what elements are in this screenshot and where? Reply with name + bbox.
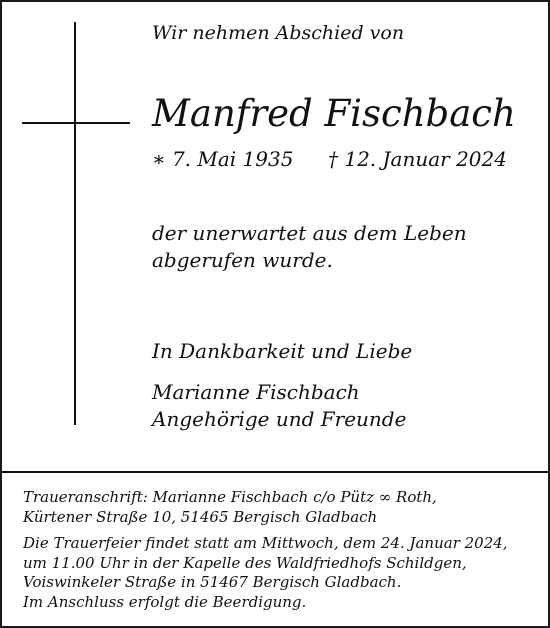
death-date: † 12. Januar 2024 (328, 147, 507, 171)
body-text (152, 220, 467, 274)
mourner-line: Angehörige und Freunde (152, 407, 407, 431)
address-line: Kürtener Straße 10, 51465 Bergisch Gladbach (23, 507, 378, 526)
service-line: Voiswinkeler Straße in 51467 Bergisch Gladbach. (23, 573, 402, 591)
deceased-name: Manfred Fischbach (152, 92, 516, 135)
intro-text: Wir nehmen Abschied von (152, 22, 405, 44)
body-line: abgerufen wurde. (152, 248, 333, 272)
address-line: Traueranschrift: Marianne Fischbach c/o Pütz ∞ Roth, (23, 488, 437, 506)
mourner-line: Marianne Fischbach (152, 380, 360, 404)
body-line: der unerwartet aus dem Leben (152, 221, 467, 245)
service-line: Im Anschluss erfolgt die Beerdigung. (23, 592, 307, 611)
birth-date: ∗ 7. Mai 1935 (152, 147, 294, 171)
mourners-list (152, 379, 406, 433)
service-details (23, 534, 508, 612)
mourning-address (23, 488, 437, 527)
section-divider (2, 471, 548, 473)
service-line: um 11.00 Uhr in der Kapelle des Waldfriedhofs Schildgen, (23, 553, 467, 572)
cross-horizontal-bar (22, 122, 130, 124)
service-line: Die Trauerfeier findet statt am Mittwoch, dem 24. Januar 2024, (23, 534, 508, 552)
thanks-text: In Dankbarkeit und Liebe (152, 339, 413, 363)
cross-vertical-bar (74, 22, 76, 425)
